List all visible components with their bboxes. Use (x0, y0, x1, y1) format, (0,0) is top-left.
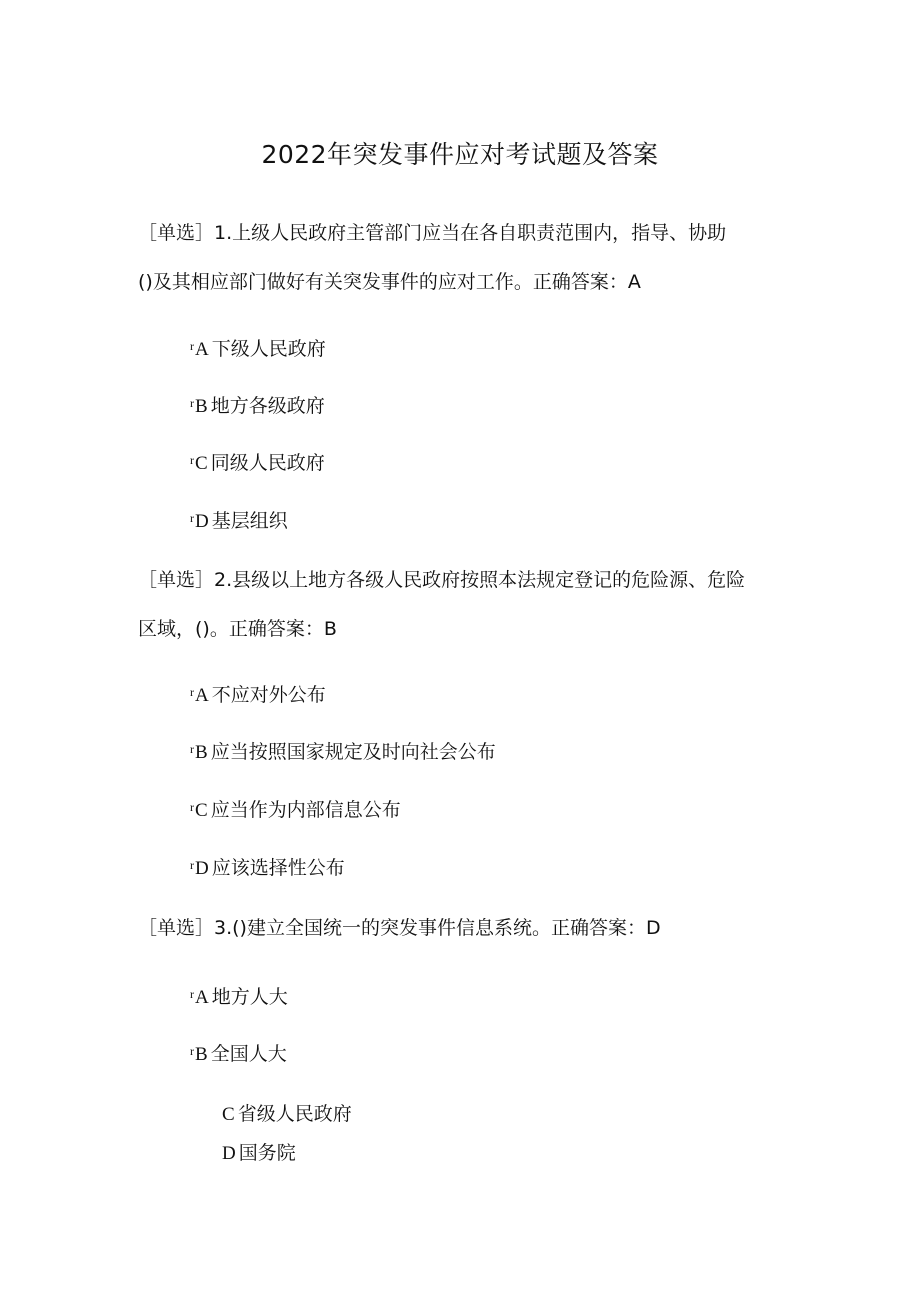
option-letter: A (195, 987, 209, 1008)
option-letter: D (195, 511, 209, 532)
option-text: 地方人大 (211, 986, 288, 1008)
question-1-option-b (190, 390, 325, 420)
radio-marker-icon: r (190, 987, 194, 1001)
radio-marker-icon: r (190, 742, 194, 756)
question-3-stem-line-1: ［单选］3.()建立全国统一的突发事件信息系统。正确答案：D (138, 917, 661, 939)
option-text: 应当按照国家规定及时向社会公布 (210, 741, 496, 763)
option-letter: C (195, 800, 208, 821)
question-3-option-a (190, 981, 288, 1011)
option-text: 下级人民政府 (211, 338, 326, 360)
question-3-option-b (190, 1038, 287, 1068)
option-text: 不应对外公布 (211, 684, 326, 706)
question-1-stem-line-2: ()及其相应部门做好有关突发事件的应对工作。正确答案：A (138, 271, 641, 293)
option-text: 应该选择性公布 (211, 857, 345, 879)
option-letter: B (195, 742, 208, 763)
option-text: 应当作为内部信息公布 (210, 799, 401, 821)
question-3-option-c (222, 1101, 352, 1128)
radio-marker-icon: r (190, 858, 194, 872)
question-2-option-a (190, 679, 326, 709)
option-text: 同级人民政府 (210, 452, 325, 474)
radio-marker-icon: r (190, 800, 194, 814)
question-1-option-a (190, 333, 326, 363)
option-letter: B (195, 1044, 208, 1065)
question-3-option-d (222, 1140, 296, 1167)
option-letter: D (195, 858, 209, 879)
option-text: 基层组织 (211, 510, 288, 532)
question-2-stem-line-1: ［单选］2.县级以上地方各级人民政府按照本法规定登记的危险源、危险 (138, 569, 746, 591)
option-letter: A (195, 339, 209, 360)
option-text: 国务院 (238, 1142, 296, 1164)
question-2-option-b (190, 736, 496, 766)
option-letter: A (195, 685, 209, 706)
option-text: 全国人大 (210, 1043, 287, 1065)
radio-marker-icon: r (190, 453, 194, 467)
option-text: 省级人民政府 (237, 1103, 352, 1125)
question-2-option-c (190, 794, 401, 824)
page-title: 2022年突发事件应对考试题及答案 (261, 140, 659, 169)
option-letter: C (222, 1104, 235, 1125)
question-1-stem-line-1: ［单选］1.上级人民政府主管部门应当在各自职责范围内，指导、协助 (138, 222, 727, 244)
radio-marker-icon: r (190, 1044, 194, 1058)
question-2-option-d (190, 852, 345, 882)
radio-marker-icon: r (190, 685, 194, 699)
radio-marker-icon: r (190, 396, 194, 410)
option-letter: B (195, 396, 208, 417)
option-letter: C (195, 453, 208, 474)
option-letter: D (222, 1143, 236, 1164)
question-2-stem-line-2: 区域，()。正确答案：B (138, 618, 337, 640)
question-1-option-c (190, 447, 325, 477)
question-1-option-d (190, 505, 288, 535)
radio-marker-icon: r (190, 511, 194, 525)
radio-marker-icon: r (190, 339, 194, 353)
option-text: 地方各级政府 (210, 395, 325, 417)
